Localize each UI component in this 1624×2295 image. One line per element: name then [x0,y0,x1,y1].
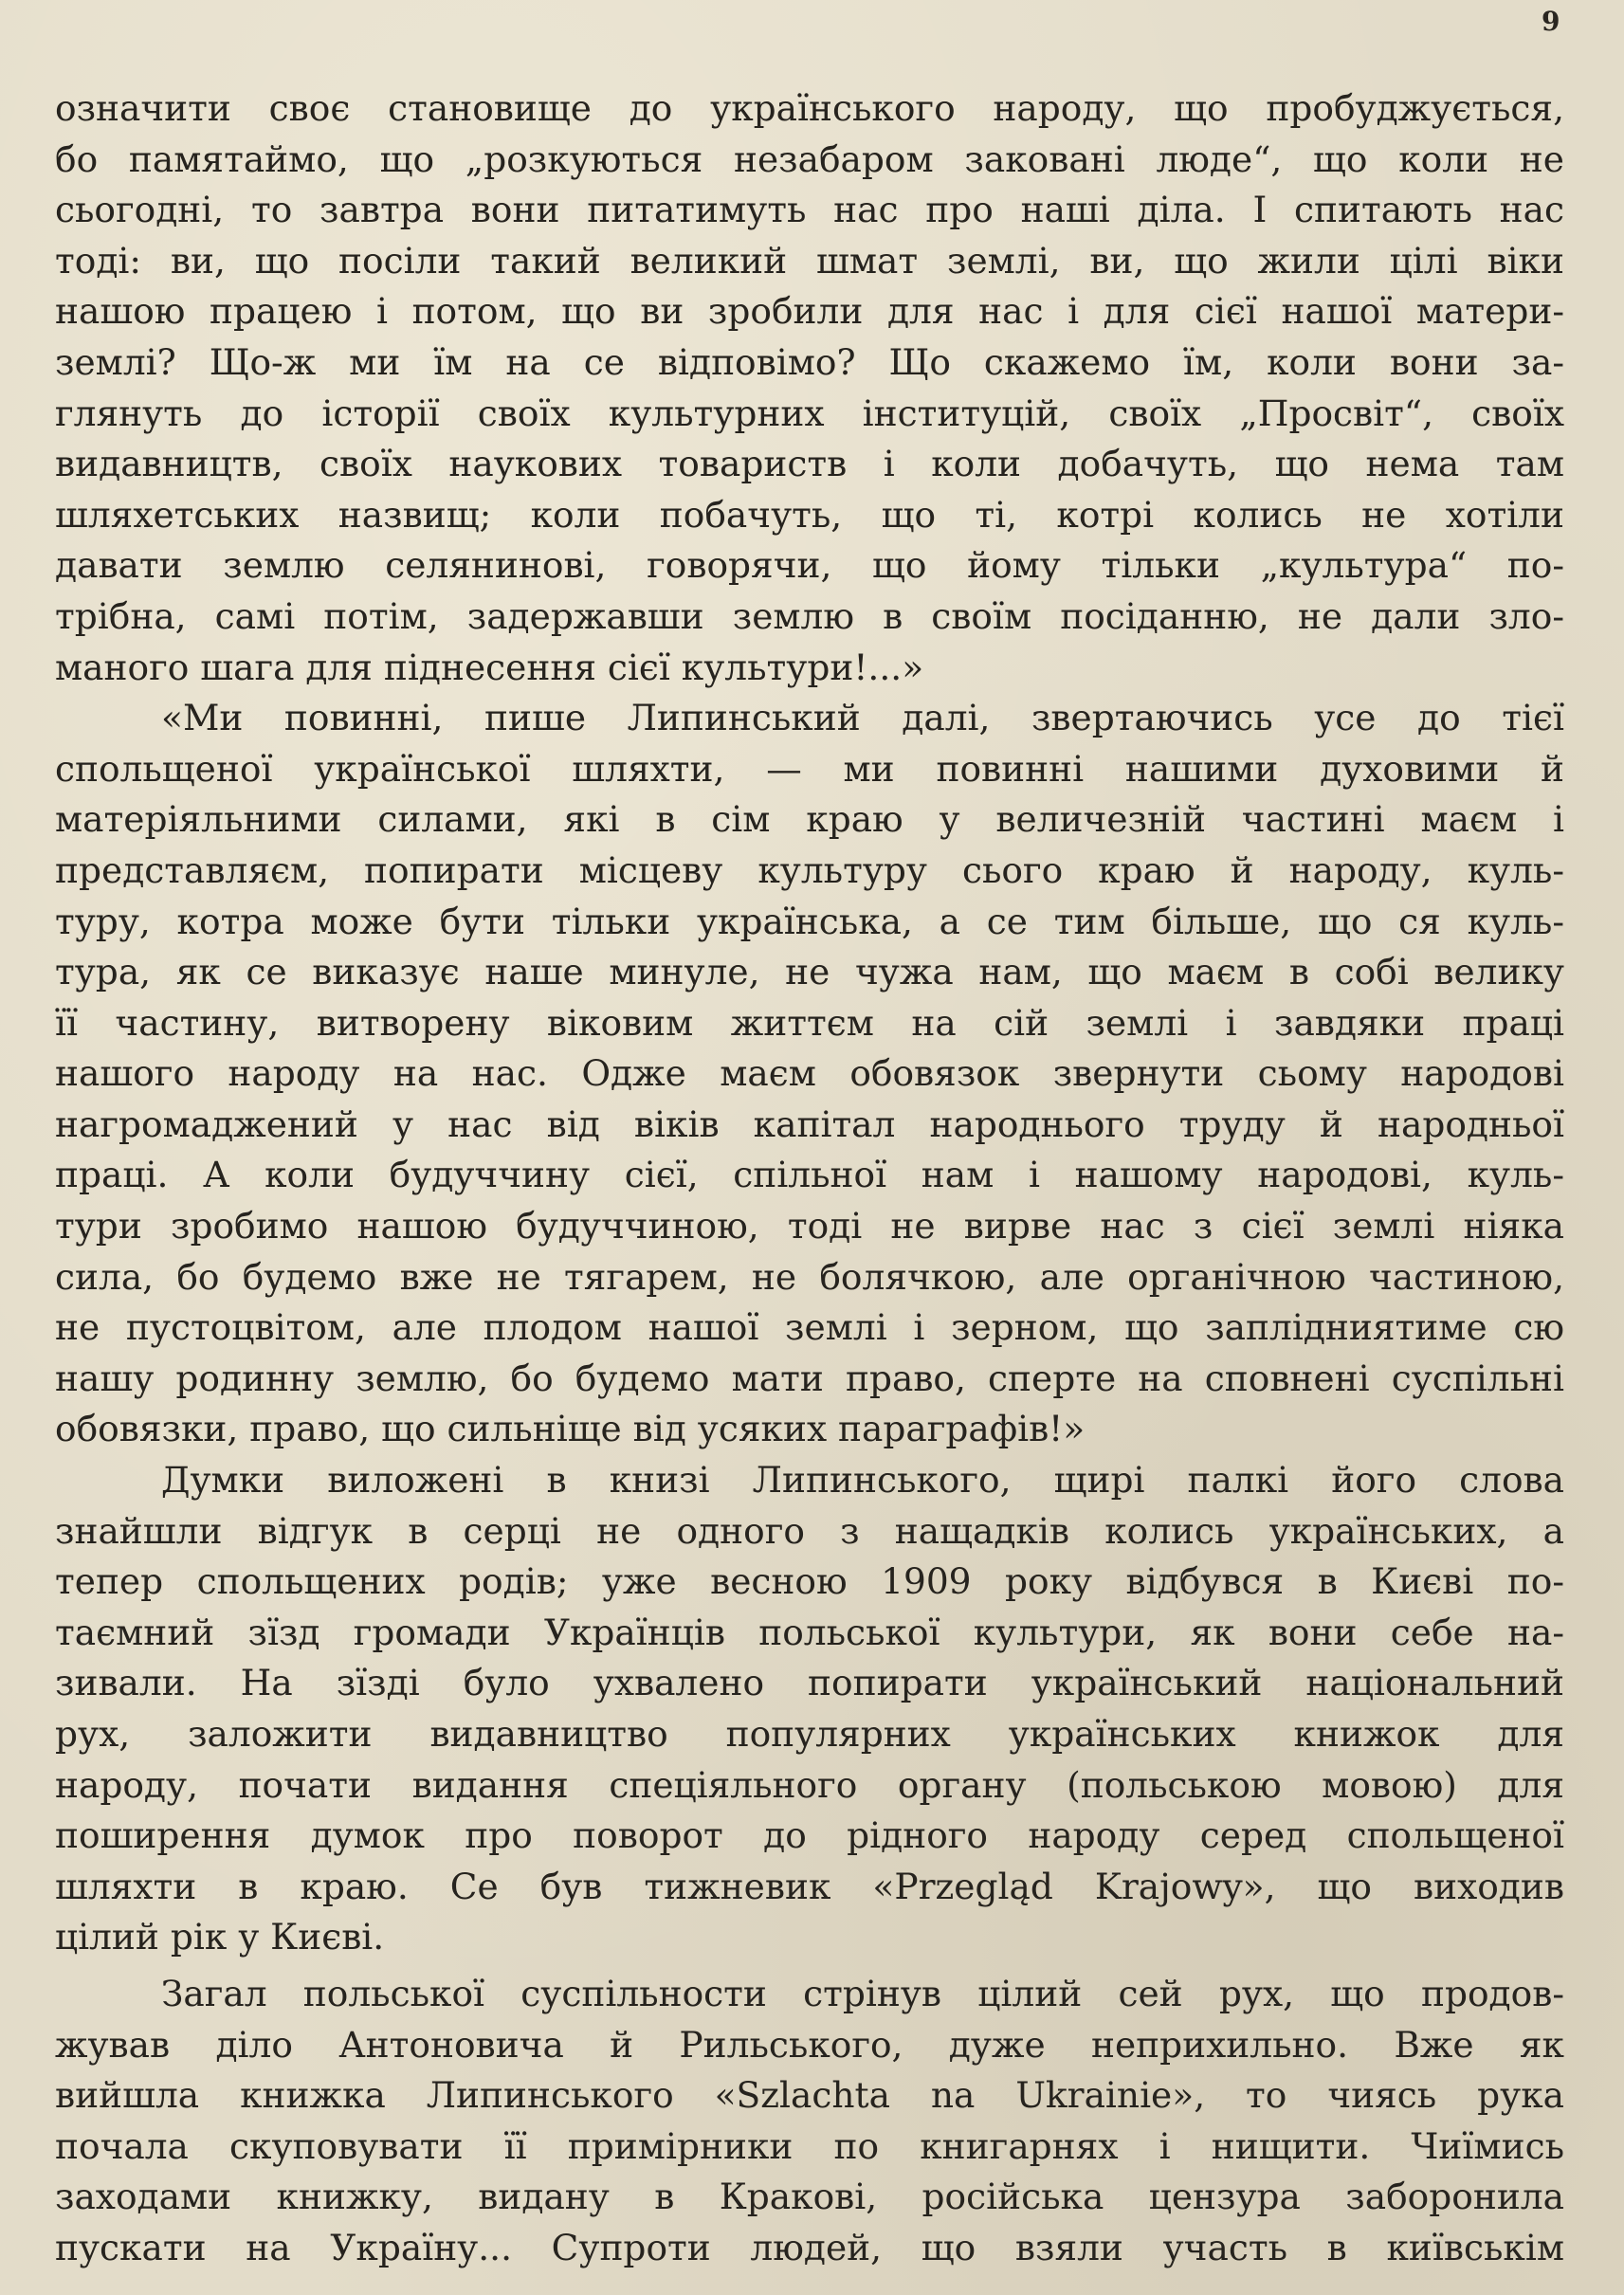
text-line: маного шага для піднесення сієї культури!...» [55,646,924,688]
text-line: Загал польської суспільности стрінув цілий сей рух, що продов- [161,1972,1564,2014]
text-line: цілий рік у Києві. [55,1916,385,1958]
text-line: народу, почати видання спеціяльного органу (польською мовою) для [55,1763,1564,1806]
text-line: тура, як се виказує наше минуле, не чужа нам, що маєм в собі велику [55,951,1564,993]
text-line: її частину, витворену віковим життєм на сій землі і завдяки праці [55,1001,1564,1044]
text-line: означити своє становище до українського народу, що пробуджується, [55,87,1564,129]
text-line: вийшла книжка Липинського «Szlachta na Ukrainie», то чиясь рука [55,2074,1564,2117]
text-line: нашу родинну землю, бо будемо мати право, сперте на сповнені суспільні [55,1357,1564,1399]
text-line: жував діло Антоновича й Рильського, дуже неприхильно. Вже як [55,2023,1564,2066]
page-number: 9 [1542,6,1560,37]
text-line: поширення думок про поворот до рідного народу серед спольщеної [55,1814,1564,1857]
text-line: шляхетських назвищ; коли побачуть, що ті, котрі колись не хотіли [55,493,1564,536]
text-line: нашою працею і потом, що ви зробили для нас і для сієї нашої матери- [55,290,1564,333]
text-line: пускати на Україну... Супроти людей, що взяли участь в київськім [55,2226,1564,2268]
text-line: тепер спольщених родів; уже весною 1909 року відбувся в Києві по- [55,1560,1564,1603]
text-line: таємний зїзд громади Українців польської культури, як вони себе на- [55,1611,1564,1653]
text-line: сьогодні, то завтра вони питатимуть нас про наші діла. І спитають нас [55,189,1564,231]
text-body [55,83,1564,2274]
text-line: спольщеної української шляхти, — ми повинні нашими духовими й [55,747,1564,790]
text-line: обовязки, право, що сильніще від усяких параграфів!» [55,1408,1086,1450]
text-line: тоді: ви, що посіли такий великий шмат землі, ви, що жили цілі віки [55,239,1564,282]
text-line: видавництв, своїх наукових товариств і коли добачуть, що нема там [55,443,1564,485]
text-line: зивали. На зїзді було ухвалено попирати український національний [55,1662,1564,1704]
text-line: тури зробимо нашою будуччиною, тоді не вирве нас з сієї землі ніяка [55,1205,1564,1248]
text-line: бо памятаймо, що „розкуються незабаром заковані люде“, що коли не [55,137,1564,180]
text-line: матеріяльними силами, які в сім краю у величезній частині маєм і [55,798,1564,841]
text-line: рух, заложити видавництво популярних українських книжок для [55,1713,1564,1755]
paragraph-2 [55,693,1564,1455]
text-line: туру, котра може бути тільки українська, а се тим більше, що ся куль- [55,900,1564,942]
text-line: праці. А коли будуччину сієї, спільної нам і нашому народові, куль- [55,1154,1564,1196]
text-line: нашого народу на нас. Одже маєм обовязок звернути сьому народові [55,1052,1564,1095]
text-line: почала скуповувати її примірники по книгарнях і нищити. Чиїмись [55,2124,1564,2167]
text-line: трібна, самі потім, задержавши землю в своїм посіданню, не дали зло- [55,594,1564,637]
text-line: «Ми повинні, пише Липинський далі, звертаючись усе до тієї [161,697,1564,739]
text-line: не пустоцвітом, але плодом нашої землі і зерном, що заплідниятиме сю [55,1306,1564,1349]
text-line: заходами книжку, видану в Кракові, російська цензура заборонила [55,2176,1564,2218]
text-line: знайшли відгук в серці не одного з нащадків колись українських, а [55,1509,1564,1552]
text-line: шляхти в краю. Се був тижневик «Przegląd Krajowy», що виходив [55,1865,1564,1907]
text-line: землі? Що-ж ми їм на се відповімо? Що скажемо їм, коли вони за- [55,340,1564,383]
text-line: давати землю селянинові, говорячи, що йому тільки „культура“ по- [55,544,1564,587]
paragraph-1 [55,83,1564,693]
text-line: глянуть до історії своїх культурних інституцій, своїх „Просвіт“, своїх [55,392,1564,434]
paragraph-3 [55,1455,1564,1963]
text-line: сила, бо будемо вже не тягарем, не болячкою, але органічною частиною, [55,1255,1564,1298]
text-line: Думки виложені в книзі Липинського, щирі палкі його слова [161,1459,1564,1502]
text-line: нагромаджений у нас від віків капітал народнього труду й народньої [55,1102,1564,1145]
text-line: представляєм, попирати місцеву культуру сього краю й народу, куль- [55,848,1564,891]
paragraph-4 [55,1969,1564,2274]
